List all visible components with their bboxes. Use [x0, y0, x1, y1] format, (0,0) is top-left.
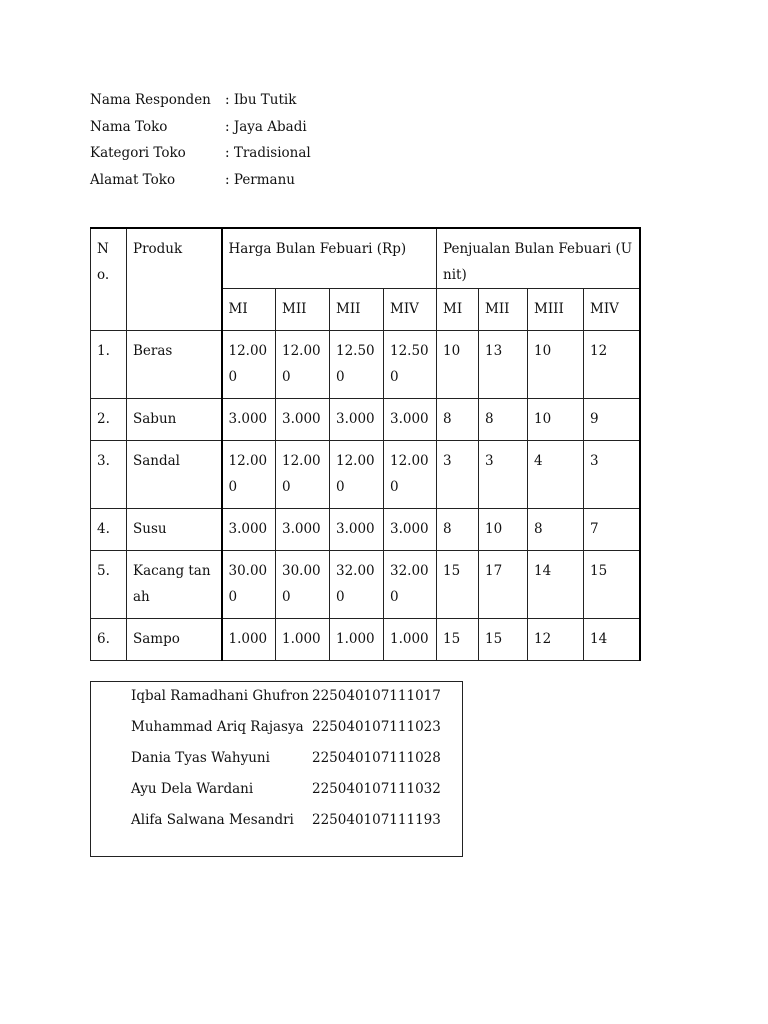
member-row — [131, 812, 441, 828]
cell-produk: Sabun — [127, 399, 222, 441]
member-nim: 225040107111193 — [312, 812, 441, 828]
header-penjualan-week: MII — [479, 289, 528, 331]
member-name: Iqbal Ramadhani Ghufron — [131, 688, 309, 704]
header-penjualan-week: MI — [437, 289, 479, 331]
cell-penjualan: 9 — [584, 399, 640, 441]
cell-harga: 3.000 — [330, 399, 384, 441]
cell-harga: 3.000 — [330, 509, 384, 551]
cell-harga: 32.000 — [384, 551, 437, 619]
cell-penjualan: 17 — [479, 551, 528, 619]
cell-no: 4. — [91, 509, 127, 551]
member-name: Dania Tyas Wahyuni — [131, 750, 270, 766]
table-row — [91, 331, 640, 399]
cell-penjualan: 15 — [584, 551, 640, 619]
cell-harga: 3.000 — [222, 399, 276, 441]
cell-penjualan: 14 — [528, 551, 584, 619]
cell-produk: Sandal — [127, 441, 222, 509]
table-body — [91, 228, 640, 661]
cell-harga: 12.500 — [330, 331, 384, 399]
table-row — [91, 399, 640, 441]
cell-produk: Susu — [127, 509, 222, 551]
info-label: Nama Responden — [90, 92, 211, 108]
cell-harga: 3.000 — [276, 509, 330, 551]
cell-penjualan: 3 — [479, 441, 528, 509]
cell-no: 2. — [91, 399, 127, 441]
info-label: Kategori Toko — [90, 145, 186, 161]
cell-harga: 3.000 — [222, 509, 276, 551]
cell-harga: 12.000 — [330, 441, 384, 509]
cell-harga: 32.000 — [330, 551, 384, 619]
cell-harga: 1.000 — [384, 619, 437, 661]
cell-penjualan: 12 — [528, 619, 584, 661]
cell-penjualan: 3 — [584, 441, 640, 509]
cell-no: 3. — [91, 441, 127, 509]
member-row — [131, 719, 441, 735]
cell-harga: 3.000 — [384, 509, 437, 551]
cell-no: 1. — [91, 331, 127, 399]
member-row — [131, 688, 441, 704]
cell-penjualan: 10 — [528, 399, 584, 441]
cell-penjualan: 15 — [479, 619, 528, 661]
cell-penjualan: 7 — [584, 509, 640, 551]
cell-no: 5. — [91, 551, 127, 619]
cell-penjualan: 3 — [437, 441, 479, 509]
cell-harga: 12.000 — [222, 331, 276, 399]
cell-harga: 30.000 — [222, 551, 276, 619]
member-name: Muhammad Ariq Rajasya — [131, 719, 304, 735]
cell-penjualan: 12 — [584, 331, 640, 399]
info-label: Alamat Toko — [90, 171, 176, 188]
group-members-box — [90, 681, 463, 857]
table-header-row — [91, 228, 640, 289]
table-row — [91, 619, 640, 661]
header-harga-week: MIV — [384, 289, 437, 331]
info-value: : Permanu — [225, 171, 295, 188]
cell-harga: 30.000 — [276, 551, 330, 619]
header-harga-week: MI — [222, 289, 276, 331]
cell-harga: 3.000 — [276, 399, 330, 441]
header-penjualan-week: MIII — [528, 289, 584, 331]
cell-penjualan: 4 — [528, 441, 584, 509]
cell-harga: 12.000 — [384, 441, 437, 509]
cell-penjualan: 8 — [437, 509, 479, 551]
cell-harga: 12.000 — [222, 441, 276, 509]
member-nim: 225040107111028 — [312, 750, 441, 766]
member-nim: 225040107111032 — [312, 781, 441, 797]
info-label: Nama Toko — [90, 118, 168, 135]
header-no: No. — [91, 228, 127, 331]
table-row — [91, 441, 640, 509]
cell-penjualan: 10 — [437, 331, 479, 399]
cell-penjualan: 13 — [479, 331, 528, 399]
price-sales-table — [90, 227, 641, 661]
cell-penjualan: 10 — [528, 331, 584, 399]
cell-produk: Sampo — [127, 619, 222, 661]
info-value: : Tradisional — [225, 145, 311, 161]
header-produk: Produk — [127, 228, 222, 331]
cell-no: 6. — [91, 619, 127, 661]
cell-penjualan: 15 — [437, 619, 479, 661]
cell-penjualan: 8 — [437, 399, 479, 441]
cell-harga: 1.000 — [222, 619, 276, 661]
member-row — [131, 750, 441, 766]
header-harga-week: MII — [276, 289, 330, 331]
cell-harga: 1.000 — [330, 619, 384, 661]
header-harga-group: Harga Bulan Febuari (Rp) — [222, 228, 437, 289]
info-value: : Ibu Tutik — [225, 92, 297, 108]
cell-harga: 1.000 — [276, 619, 330, 661]
cell-penjualan: 10 — [479, 509, 528, 551]
member-name: Alifa Salwana Mesandri — [131, 812, 294, 828]
cell-produk: Kacang tanah — [127, 551, 222, 619]
cell-harga: 12.000 — [276, 441, 330, 509]
header-harga-week: MII — [330, 289, 384, 331]
member-nim: 225040107111023 — [312, 719, 441, 735]
member-row — [131, 781, 441, 797]
header-penjualan-week: MIV — [584, 289, 640, 331]
info-value: : Jaya Abadi — [225, 118, 307, 135]
table-row — [91, 509, 640, 551]
table-row — [91, 551, 640, 619]
cell-harga: 3.000 — [384, 399, 437, 441]
cell-harga: 12.500 — [384, 331, 437, 399]
header-penjualan-group: Penjualan Bulan Febuari (Unit) — [437, 228, 640, 289]
cell-penjualan: 14 — [584, 619, 640, 661]
cell-produk: Beras — [127, 331, 222, 399]
member-name: Ayu Dela Wardani — [131, 781, 254, 797]
cell-harga: 12.000 — [276, 331, 330, 399]
member-nim: 225040107111017 — [312, 688, 441, 704]
cell-penjualan: 8 — [479, 399, 528, 441]
cell-penjualan: 8 — [528, 509, 584, 551]
cell-penjualan: 15 — [437, 551, 479, 619]
